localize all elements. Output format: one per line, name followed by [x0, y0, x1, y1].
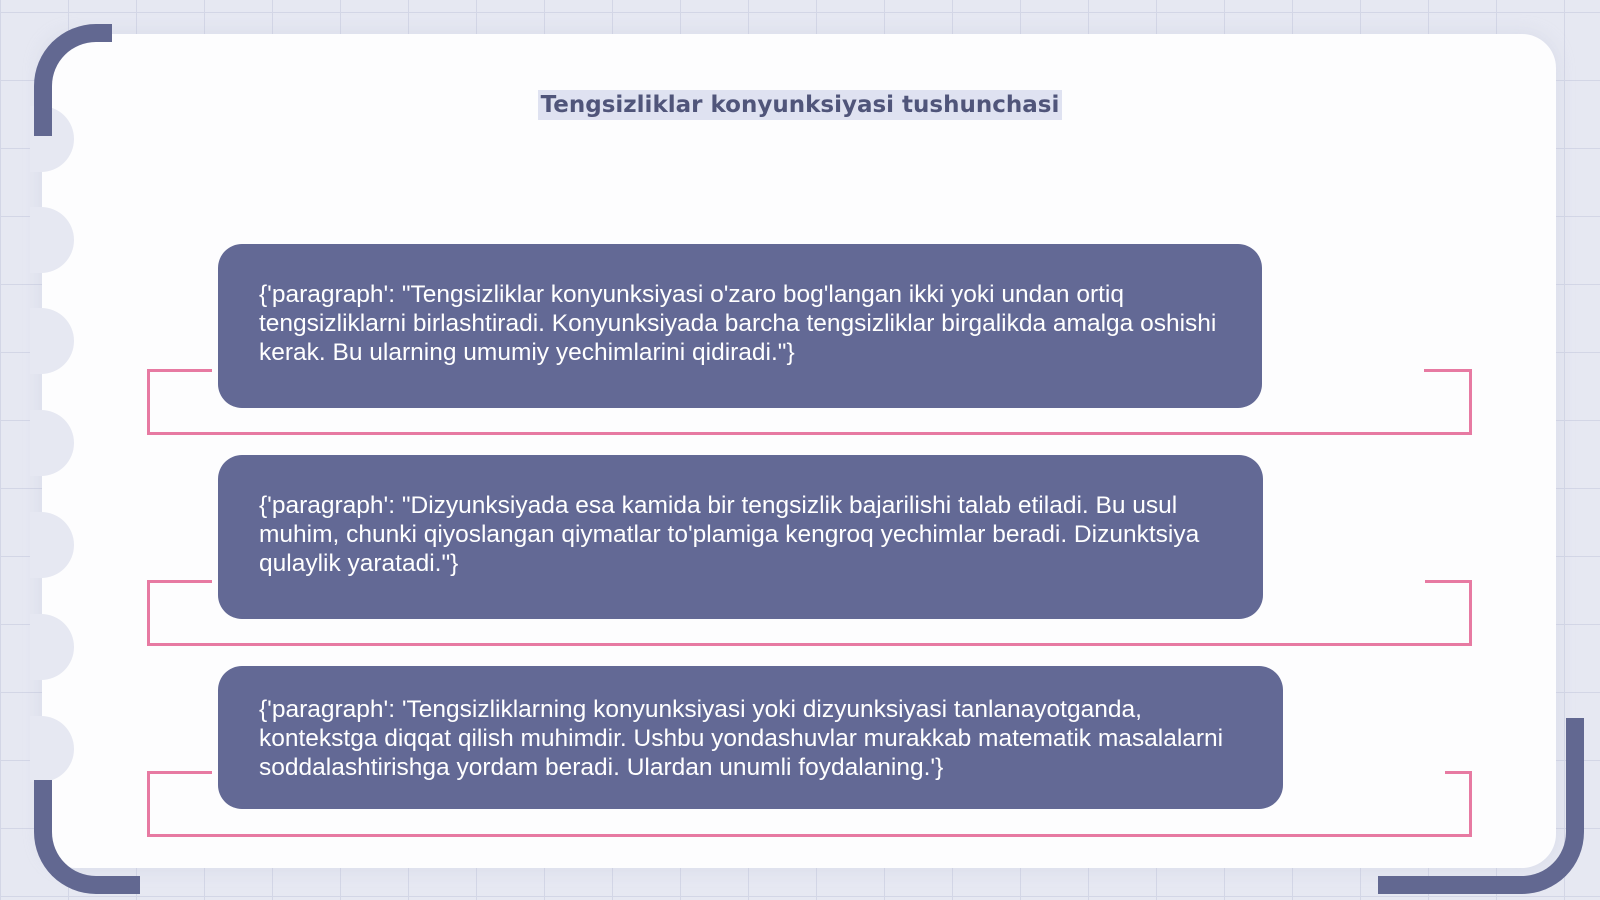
slide-title-text: Tengsizliklar konyunksiyasi tushunchasi [538, 90, 1063, 120]
card-text: {'paragraph': "Dizyunksiyada esa kamida bir tengsizlik bajarilishi talab etiladi. Bu usul muhim, chunki qiyoslangan qiymatlar to'plamiga kengroq yechimlar beradi. Dizunktsiya qulaylik yaratadi."} [259, 492, 1200, 577]
corner-bracket-bottom-left [34, 780, 140, 894]
slide-title [0, 92, 1600, 118]
corner-bracket-top-left [34, 24, 112, 136]
card-text: {'paragraph': 'Tengsizliklarning konyunksiyasi yoki dizyunksiyasi tanlanayotganda, kontekstga diqqat qilish muhimdir. Ushbu yondashuvlar murakkab matematik masalalarni soddalashtirishga yordam beradi. Ulardan unumli foydalaning.'} [259, 696, 1224, 781]
card-text: {'paragraph': "Tengsizliklar konyunksiyasi o'zaro bog'langan ikki yoki undan ortiq tengsizliklarni birlashtiradi. Konyunksiyada barcha tengsizliklar birgalikda amalga oshishi kerak. Bu ularning umumiy yechimlarini qidiradi."} [259, 281, 1217, 366]
info-card [218, 455, 1263, 619]
info-card [218, 244, 1262, 408]
info-card [218, 666, 1283, 809]
